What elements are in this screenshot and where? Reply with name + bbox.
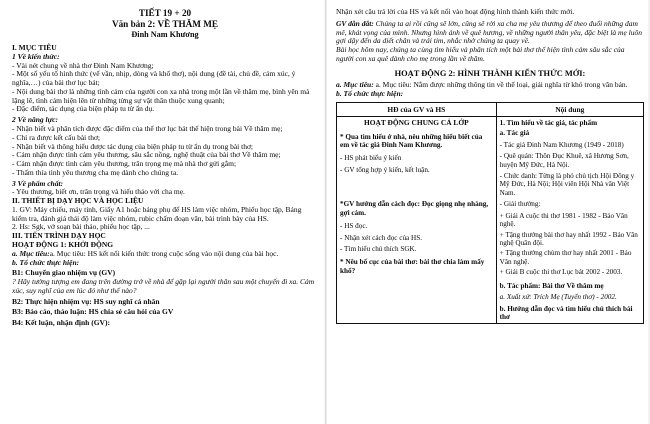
section-muc-tieu-title: I. MỤC TIÊU xyxy=(12,43,57,53)
content-item-5: - Chức danh: Từng là phó chủ tịch Hội Đông y Mỹ Đức, Hà Nội; Hội viên Hội Nhà văn Việt Nam. xyxy=(499,172,635,197)
nang-luc-line-4: - Cảm nhận được tình cảm yêu thương, sâu sắc nồng, nghệ thuật của bài thơ Về thăm mẹ; xyxy=(12,150,281,160)
activity-2-title: HOẠT ĐỘNG 2: HÌNH THÀNH KIẾN THỨC MỚI: xyxy=(394,68,586,78)
activity-2-to-chuc: b. Tổ chức thực hiện: xyxy=(336,89,404,99)
content-item-11: b. Tác phẩm: Bài thơ Về thăm mẹ xyxy=(499,281,604,290)
content-item-6: - Giải thưởng: xyxy=(499,200,541,209)
activity-item-nhan-xet-cach-doc: - Nhận xét cách đọc của HS. xyxy=(340,233,423,242)
nang-luc-line-2: - Chỉ ra được kết cấu bài thơ; xyxy=(12,132,101,142)
section-thiet-bi-title: II. THIẾT BỊ DẠY HỌC VÀ HỌC LIỆU xyxy=(12,196,144,206)
activity-2-muc-tieu-text: a. Mục tiêu: Nắm được những thông tin về thể loại, giải nghĩa từ khó trong văn bản. xyxy=(375,80,628,90)
table-cell-content xyxy=(496,116,643,323)
activity-1-line-1: a. Mục tiêu:a. Mục tiêu: HS kết nối kiến thức trong cuộc sống vào nội dung của bài học. xyxy=(12,248,279,258)
step-b1-question: ? Hãy tưởng tượng em đang trên đường trở về nhà để gặp lại người thân sau một chuyến đi xa. Cảm xúc, suy nghĩ của em lúc đó như thế nào? xyxy=(12,277,315,295)
content-item-10: + Giải B cuộc thi thơ Lục bát 2002 - 2003. xyxy=(499,268,623,277)
step-b3-title: B3: Báo cáo, thảo luận: HS chia sẻ câu hỏi của GV xyxy=(12,307,174,317)
gv-note-text: Chúng ta ai rồi cũng sẽ lớn, cũng sẽ rời xa cha mẹ yêu thương để theo đuổi những đam mê, khát vọng của mình. Nhưng hình ảnh về quê hương, về những người thân yêu, đặc biệt là mẹ luôn gợi dậy đến da diết chân và trái tim, nhắc nhở chúng ta quay về. xyxy=(336,18,642,46)
activity-question-1: * Qua tìm hiểu ở nhà, nêu những hiểu biết của em về tác giả Đinh Nam Khương. xyxy=(340,132,483,150)
table-header-noi-dung: Nội dung xyxy=(496,102,643,116)
gv-note xyxy=(336,20,644,46)
kien-thuc-line-4: - Đặc điểm, tác dụng của biện pháp tu từ ẩn dụ. xyxy=(12,104,155,114)
kien-thuc-line-3: - Nội dung bài thơ là những tình cảm của người con xa nhà trong một lần về thăm mẹ, bình yên mà lặng lẽ, tình cảm hiện lên từ những từng sự vật thân thuộc xung quanh; xyxy=(12,86,310,105)
activity-2-muc-tieu: a. Mục tiêu: a. Mục tiêu: Nắm được những thông tin về thể loại, giải nghĩa từ khó trong văn bản. xyxy=(336,80,628,90)
content-item-8: + Tặng thưởng bài thơ hay nhất 1992 - Báo Văn nghệ Quân đội. xyxy=(499,230,638,248)
nang-luc-line-3: - Nhận biết và thông hiểu được tác dụng của biện pháp tu từ ẩn dụ trong bài thơ; xyxy=(12,141,254,151)
content-item-7: + Giải A cuộc thi thơ 1981 - 1982 - Báo Văn nghệ. xyxy=(499,211,628,229)
content-item-12: a. Xuất xứ: Trích Mẹ (Tuyển thơ) - 2002. xyxy=(499,293,617,302)
content-item-13: b. Hướng dẫn đọc và tìm hiểu chú thích bài thơ xyxy=(499,304,633,321)
table-header-row xyxy=(337,102,644,116)
table-header-hd-gv-hs: HĐ của GV và HS xyxy=(337,102,497,116)
activity-item-hs-phat-bieu: - HS phát biểu ý kiến xyxy=(340,154,402,163)
content-item-3: - Tác giả Đinh Nam Khương (1949 - 2018) xyxy=(499,140,624,149)
subsection-pham-chat-title: 3 Về phẩm chất: xyxy=(12,178,64,188)
activity-item-gv-tong-hop: - GV tổng hợp ý kiến, kết luận. xyxy=(340,165,430,174)
activity-question-bo-cuc: * Nêu bố cục của bài thơ: bài thơ chia làm mấy khổ? xyxy=(340,258,485,275)
step-b4-title: B4: Kết luận, nhận định (GV): xyxy=(12,318,110,328)
nang-luc-line-6: - Thấm thía tình yêu thương cha mẹ dành cho chúng ta. xyxy=(12,167,179,177)
section-tien-trinh-title: III. TIẾN TRÌNH DẠY HỌC xyxy=(12,231,106,241)
cell-subhead-hoat-dong-chung: HOẠT ĐỘNG CHUNG CẢ LỚP xyxy=(364,117,469,127)
nang-luc-line-5: - Cảm nhận được tình cảm yêu thương, trân trọng mẹ mà nhà thơ gửi gắm; xyxy=(12,159,237,169)
gv-note-text-2: Bài học hôm nay, chúng ta cùng tìm hiểu và phân tích một bài thơ thể hiện tình cảm sâu sắc của người con xa quê dành cho mẹ trong lần về thăm. xyxy=(336,45,625,63)
thiet-bi-line-1: 1. GV: Máy chiếu, máy tính, Giấy A1 hoặc bảng phụ để HS làm việc nhóm, Phiếu học tập, Bảng kiểm tra, đánh giá thái độ làm việc nhóm, rubic chấm đoạn văn, bài trình bày của HS. xyxy=(12,204,302,223)
right-top-line: Nhận xét câu trả lời của HS và kết nối vào hoạt động hình thành kiến thức mới. xyxy=(336,7,575,16)
subsection-nang-luc-title: 2 Về năng lực: xyxy=(12,115,58,125)
content-item-9: + Tặng thưởng chùm thơ hay nhất 2001 - Báo Văn nghệ. xyxy=(499,249,632,266)
step-b1-title: B1: Chuyển giao nhiệm vụ (GV) xyxy=(12,268,116,278)
kien-thuc-line-1: - Vài nét chung về nhà thơ Đinh Nam Khương; xyxy=(12,60,154,70)
table-row xyxy=(337,116,644,323)
table-cell-activities xyxy=(337,116,497,323)
activity-1-muc-tieu-text: a. Mục tiêu: HS kết nối kiến thức trong cuộc sống vào nội dung của bài học. xyxy=(49,248,279,258)
lesson-heading-2: Văn bản 2: VỀ THĂM MẸ xyxy=(111,18,219,29)
content-item-4: - Quê quán: Thôn Đục Khuê, xã Hương Sơn, huyện Mỹ Đức, Hà Nội. xyxy=(499,152,629,169)
nang-luc-line-1: - Nhận biết và phân tích được đặc điểm của thể thơ lục bát thể hiện trong bài Về thăm mẹ; xyxy=(12,124,283,134)
kien-thuc-line-2: - Một số yếu tố hình thức (vể vần, nhịp, dòng và khổ thơ), nội dung (đề tài, chủ đề, cảm xúc, ý nghĩa,…) của bài thơ lục bát; xyxy=(12,69,296,88)
right-page-column xyxy=(325,0,650,424)
activity-item-gv-huong-dan-doc: *GV hướng dẫn cách đọc: Đọc giọng nhẹ nhàng, gợi cảm. xyxy=(340,200,489,217)
activity-item-tim-hieu-chu-thich: - Tìm hiểu chú thích SGK. xyxy=(340,244,417,253)
content-item-1: 1. Tìm hiểu về tác giả, tác phẩm xyxy=(499,118,598,127)
pham-chat-line-1: - Yêu thương, biết ơn, trân trọng và hiếu thảo với cha mẹ. xyxy=(12,187,185,197)
activity-1-title: HOẠT ĐỘNG 1: KHỞI ĐỘNG xyxy=(12,239,114,249)
step-b2-title: B2: Thực hiện nhiệm vụ: HS suy nghĩ cá nhân xyxy=(12,296,160,306)
thiet-bi-line-2: 2. Hs: Sgk, vở soạn bài thảo, phiếu học tập, ... xyxy=(12,222,150,232)
content-item-2: a. Tác giả xyxy=(499,129,530,138)
lesson-heading-1: TIẾT 19 + 20 xyxy=(138,8,192,18)
subsection-kien-thuc-title: 1 Về kiến thức: xyxy=(12,51,60,61)
activity-1-line-2: b. Tổ chức thực hiện: xyxy=(12,257,80,267)
activity-item-hs-doc: - HS đọc. xyxy=(340,222,368,231)
lesson-plan-table xyxy=(336,102,644,324)
lesson-author: Đinh Nam Khương xyxy=(131,29,199,39)
gv-note-label: GV dẫn dắt: xyxy=(336,18,374,28)
